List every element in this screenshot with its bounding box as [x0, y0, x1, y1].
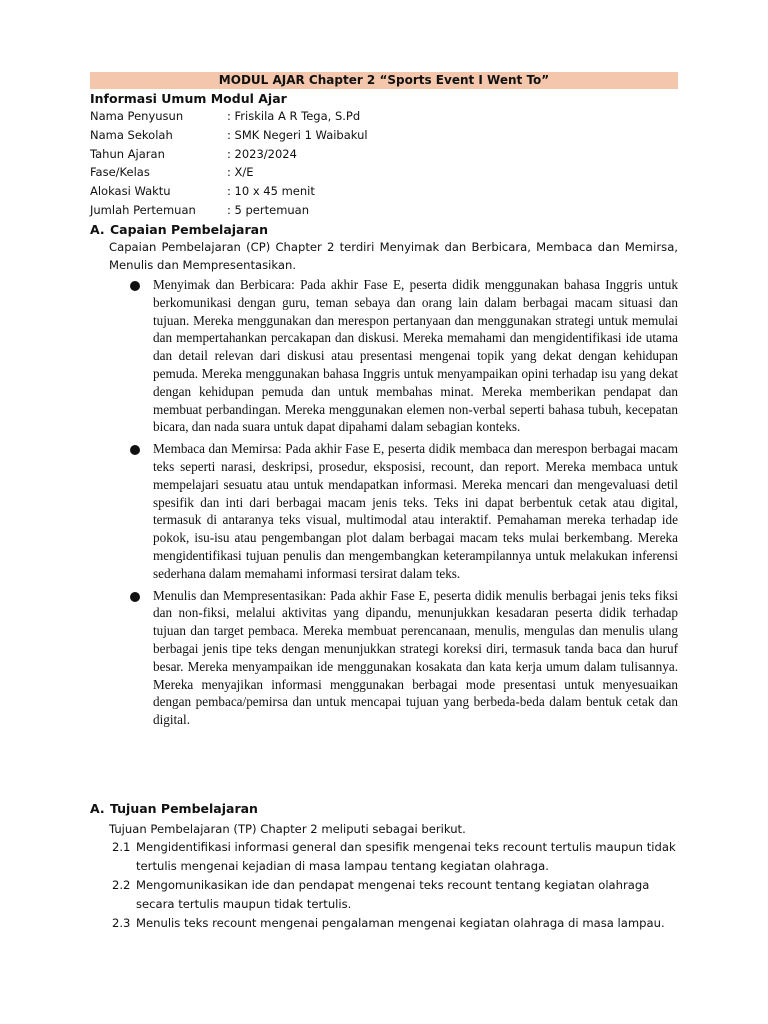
info-row — [90, 126, 490, 145]
tujuan-list — [112, 838, 678, 933]
capaian-intro: Capaian Pembelajaran (CP) Chapter 2 terdiri Menyimak dan Berbicara, Membaca dan Memirsa, Menulis dan Mempresentasikan. — [109, 240, 678, 272]
item-text: Mengidentifikasi informasi general dan spesifik mengenai teks recount tertulis maupun tidak tertulis mengenai kejadian di masa lampau tentang kegiatan olahraga. — [136, 840, 676, 873]
info-value: : 2023/2024 — [227, 146, 297, 161]
info-row — [90, 182, 490, 201]
info-row — [90, 144, 490, 163]
info-row — [90, 200, 490, 219]
tujuan-intro: Tujuan Pembelajaran (TP) Chapter 2 meliputi sebagai berikut. — [109, 822, 466, 836]
list-item — [130, 587, 678, 729]
item-number: 2.1 — [112, 840, 131, 854]
item-number: 2.3 — [112, 916, 131, 930]
info-value: : SMK Negeri 1 Waibakul — [227, 128, 368, 143]
tujuan-heading — [90, 801, 258, 816]
info-label: Nama Penyusun — [90, 109, 184, 124]
info-heading: Informasi Umum Modul Ajar — [90, 91, 287, 106]
capaian-number: A. — [90, 222, 105, 237]
capaian-title: Capaian Pembelajaran — [110, 222, 268, 237]
bullet-icon — [130, 592, 140, 602]
info-value: : 5 pertemuan — [227, 202, 310, 217]
list-item — [112, 876, 678, 914]
item-text: Mengomunikasikan ide dan pendapat mengenai teks recount tentang kegiatan olahraga secara tertulis maupun tidak tertulis. — [136, 878, 650, 911]
item-text: Menulis teks recount mengenai pengalaman mengenai kegiatan olahraga di masa lampau. — [136, 916, 665, 930]
info-value: : 10 x 45 menit — [227, 184, 315, 199]
info-label: Nama Sekolah — [90, 128, 173, 143]
capaian-bullet-list — [130, 276, 678, 733]
info-value: : Friskila A R Tega, S.Pd — [227, 109, 361, 124]
info-label: Alokasi Waktu — [90, 184, 171, 199]
tujuan-number: A. — [90, 801, 105, 816]
list-item — [130, 276, 678, 436]
bullet-text: Menulis dan Mempresentasikan: Pada akhir Fase E, peserta didik menulis berbagai jenis teks fiksi dan non-fiksi, melalui aktivitas yang dipandu, menunjukkan kesadaran peserta didik terhadap tujuan dan target pembaca. Mereka membuat perencanaan, menulis, mengulas dan menulis ulang berbagai jenis tipe teks dengan menunjukkan strategi koreksi diri, termasuk tanda baca dan huruf besar. Mereka menyampaikan ide menggunakan kosakata dan kata kerja umum dalam tulisannya. Mereka menyajikan informasi menggunakan berbagai mode presentasi untuk menyesuaikan dengan pembaca/pemirsa dan untuk mencapai tujuan yang berbeda-beda dalam bentuk cetak dan digital. — [153, 587, 678, 728]
capaian-heading — [90, 222, 268, 237]
item-number: 2.2 — [112, 878, 131, 892]
list-item — [112, 914, 678, 933]
list-item — [112, 838, 678, 876]
bullet-icon — [130, 445, 140, 455]
info-row — [90, 107, 490, 126]
info-row — [90, 163, 490, 182]
info-table — [90, 107, 490, 219]
info-label: Jumlah Pertemuan — [90, 202, 196, 217]
module-title: MODUL AJAR Chapter 2 “Sports Event I Went To” — [90, 72, 678, 89]
bullet-text: Membaca dan Memirsa: Pada akhir Fase E, peserta didik membaca dan merespon berbagai macam teks seperti narasi, deskripsi, prosedur, eksposisi, recount, dan report. Mereka membaca untuk mempelajari sesuatu atau untuk mendapatkan informasi. Mereka mencari dan mengevaluasi detil spesifik dan inti dari berbagai macam jenis teks. Teks ini dapat berbentuk cetak atau digital, termasuk di antaranya teks visual, multimodal atau interaktif. Pemahaman mereka terhadap ide pokok, isu-isu atau pengembangan plot dalam berbagai macam teks mulai berkembang. Mereka mengidentifikasi tujuan penulis dan mengembangkan keterampilannya untuk melakukan inferensi sederhana dalam memahami informasi tersirat dalam teks. — [153, 441, 678, 581]
info-label: Tahun Ajaran — [90, 146, 165, 161]
tujuan-title: Tujuan Pembelajaran — [110, 801, 258, 816]
bullet-icon — [130, 281, 140, 291]
list-item — [130, 440, 678, 582]
info-label: Fase/Kelas — [90, 165, 150, 180]
info-value: : X/E — [227, 165, 254, 180]
bullet-text: Menyimak dan Berbicara: Pada akhir Fase E, peserta didik menggunakan bahasa Inggris untuk berkomunikasi dengan guru, teman sebaya dan orang lain dalam berbagai macam situasi dan tujuan. Mereka menggunakan dan merespon pertanyaan dan menggunakan strategi untuk memulai dan mempertahankan percakapan dan diskusi. Mereka memahami dan mengidentifikasi ide utama dan detail relevan dari diskusi atau presentasi mengenai topik yang dekat dengan kehidupan pemuda. Mereka menggunakan bahasa Inggris untuk menyampaikan opini terhadap isu yang dekat dengan kehidupan pemuda dan untuk membahas minat. Mereka memberikan pendapat dan membuat perbandingan. Mereka menggunakan elemen non-verbal seperti bahasa tubuh, kecepatan bicara, dan nada suara untuk dapat dipahami dalam sebagian konteks. — [153, 277, 678, 435]
